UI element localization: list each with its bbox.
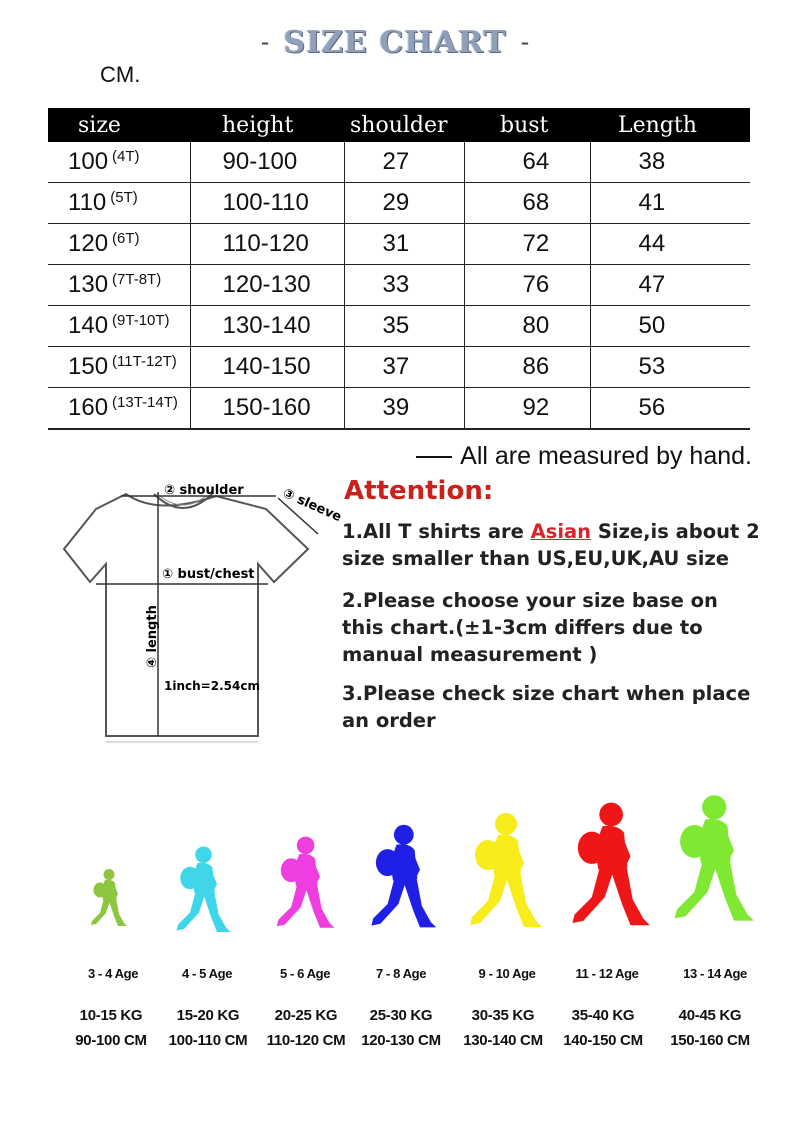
age-code: (5T) [110, 189, 138, 206]
cell-bust: 92 [464, 388, 590, 430]
age-label: 4 - 5 Age [181, 966, 233, 981]
cell-shoulder: 27 [344, 142, 464, 183]
table-row [48, 347, 750, 388]
kid-backpack [475, 840, 501, 870]
height-range: 90-100 CM [75, 1032, 147, 1049]
age-code: (4T) [112, 148, 140, 165]
age-label: 5 - 6 Age [279, 966, 331, 981]
header-shoulder: shoulder [344, 108, 464, 142]
kid-silhouette [172, 826, 232, 954]
weight-range: 35-40 KG [571, 1007, 635, 1024]
cell-bust: 72 [464, 224, 590, 265]
cell-shoulder: 33 [344, 265, 464, 306]
cell-size [48, 265, 190, 306]
size-value: 150 [68, 353, 109, 380]
kid-leg-front [304, 883, 334, 928]
kid-leg-front [108, 898, 127, 926]
age-code: (9T-10T) [112, 312, 170, 329]
cell-length: 50 [590, 306, 750, 347]
age-label: 11 - 12 Age [575, 966, 639, 981]
height-range: 150-160 CM [670, 1032, 750, 1049]
shoulder-label: ② shoulder [164, 483, 244, 498]
cell-length: 53 [590, 347, 750, 388]
age-code: (11T-12T) [112, 353, 177, 370]
kid-leg-back [675, 859, 719, 918]
cell-bust: 68 [464, 183, 590, 224]
kid-head [599, 803, 623, 827]
header-bust: bust [464, 108, 590, 142]
size-value: 160 [68, 394, 109, 421]
age-label: 7 - 8 Age [375, 966, 427, 981]
size-value: 120 [68, 230, 109, 257]
cell-height: 140-150 [190, 347, 344, 388]
kid-backpack [578, 832, 606, 864]
kid-leg-back [177, 890, 207, 931]
table-row [48, 224, 750, 265]
kid-backpack [94, 883, 107, 898]
cell-size [48, 142, 190, 183]
kid-backpack [180, 867, 200, 890]
attention-item-2: 2.Please choose your size base on this chart.(±1-3cm differs due to manual measurement ) [342, 589, 718, 666]
header-size: size [48, 108, 190, 142]
size-value: 110 [68, 189, 107, 216]
kid-head [394, 825, 414, 845]
height-range: 100-110 CM [168, 1032, 248, 1049]
asian-highlight: Asian [530, 520, 592, 543]
header-height: height [190, 108, 344, 142]
kid-leg-back [371, 877, 407, 926]
kid-head [195, 847, 212, 864]
table-row [48, 142, 750, 183]
kid-leg-back [470, 871, 510, 925]
cell-height: 110-120 [190, 224, 344, 265]
kid-leg-front [712, 859, 754, 921]
weight-range: 25-30 KG [369, 1007, 433, 1024]
weight-range: 15-20 KG [176, 1007, 240, 1024]
cell-length: 44 [590, 224, 750, 265]
cell-size [48, 388, 190, 430]
height-range: 120-130 CM [361, 1032, 441, 1049]
kid-silhouette [464, 788, 544, 954]
attention-title: Attention: [344, 476, 494, 506]
note-dash [416, 456, 452, 458]
attention-item-1 [342, 518, 762, 572]
kid-backpack [680, 825, 709, 858]
kid-head [104, 869, 115, 880]
cell-length: 47 [590, 265, 750, 306]
size-table [48, 108, 750, 430]
kid-silhouette [88, 843, 128, 953]
cell-bust: 76 [464, 265, 590, 306]
unit-label: CM. [100, 62, 141, 87]
cell-length: 41 [590, 183, 750, 224]
kid-silhouette [566, 776, 652, 954]
inch-label: 1inch=2.54cm [164, 679, 260, 693]
age-label: 9 - 10 Age [478, 966, 536, 981]
cell-shoulder: 35 [344, 306, 464, 347]
cell-height: 130-140 [190, 306, 344, 347]
cell-size [48, 306, 190, 347]
age-label: 13 - 14 Age [683, 966, 747, 981]
attention-item-3: 3.Please check size chart when place an order [342, 682, 751, 732]
table-row [48, 183, 750, 224]
kid-silhouette [366, 800, 438, 954]
kid-leg-front [402, 877, 436, 927]
length-label: ④ length [145, 605, 160, 668]
kid-leg-front [609, 865, 650, 925]
weight-range: 20-25 KG [274, 1007, 338, 1024]
kid-silhouette [272, 812, 336, 954]
cell-size [48, 224, 190, 265]
cell-height: 100-110 [190, 183, 344, 224]
kid-backpack [281, 858, 302, 882]
size-value: 140 [68, 312, 109, 339]
measure-note [416, 442, 752, 471]
kid-leg-front [504, 871, 542, 927]
page-title [0, 24, 790, 60]
tshirt-diagram [56, 474, 346, 748]
size-value: 130 [68, 271, 109, 298]
kid-leg-back [572, 865, 615, 923]
note-text: All are measured by hand. [460, 442, 752, 470]
height-range: 140-150 CM [563, 1032, 643, 1049]
header-length: Length [590, 108, 750, 142]
kid-leg-front [202, 890, 231, 932]
age-code: (6T) [112, 230, 140, 247]
kid-head [702, 795, 726, 819]
kid-leg-back [277, 883, 309, 926]
table-row [48, 306, 750, 347]
table-row [48, 388, 750, 430]
bust-label: ① bust/chest [162, 567, 255, 582]
kid-head [297, 837, 315, 855]
cell-shoulder: 37 [344, 347, 464, 388]
kid-backpack [376, 849, 399, 876]
cell-height: 150-160 [190, 388, 344, 430]
age-code: (13T-14T) [112, 394, 178, 411]
cell-bust: 64 [464, 142, 590, 183]
cell-bust: 86 [464, 347, 590, 388]
size-value: 100 [68, 148, 109, 175]
table-row [48, 265, 750, 306]
cell-shoulder: 29 [344, 183, 464, 224]
age-label: 3 - 4 Age [87, 966, 139, 981]
age-code: (7T-8T) [112, 271, 162, 288]
size-chart-title: SIZE CHART [283, 24, 507, 60]
cell-shoulder: 31 [344, 224, 464, 265]
weight-range: 30-35 KG [471, 1007, 535, 1024]
weight-range: 40-45 KG [678, 1007, 742, 1024]
sleeve-label: ③ sleeve [280, 485, 344, 526]
kid-head [495, 813, 517, 835]
height-range: 110-120 CM [266, 1032, 346, 1049]
kid-silhouette [668, 764, 756, 954]
cell-bust: 80 [464, 306, 590, 347]
weight-range: 10-15 KG [79, 1007, 143, 1024]
cell-length: 56 [590, 388, 750, 430]
tshirt-outline [64, 494, 308, 736]
cell-size [48, 347, 190, 388]
height-range: 130-140 CM [463, 1032, 543, 1049]
cell-shoulder: 39 [344, 388, 464, 430]
title-dash-right: - [520, 28, 530, 57]
cell-length: 38 [590, 142, 750, 183]
cell-height: 90-100 [190, 142, 344, 183]
cell-size [48, 183, 190, 224]
item1-before: 1.All T shirts are [342, 520, 531, 543]
item1-after: Size,is about 2 size smaller than US,EU,UK,AU size [342, 520, 760, 570]
kid-leg-back [91, 898, 111, 925]
table-header-row [48, 108, 750, 142]
title-dash-left: - [260, 28, 270, 57]
cell-height: 120-130 [190, 265, 344, 306]
